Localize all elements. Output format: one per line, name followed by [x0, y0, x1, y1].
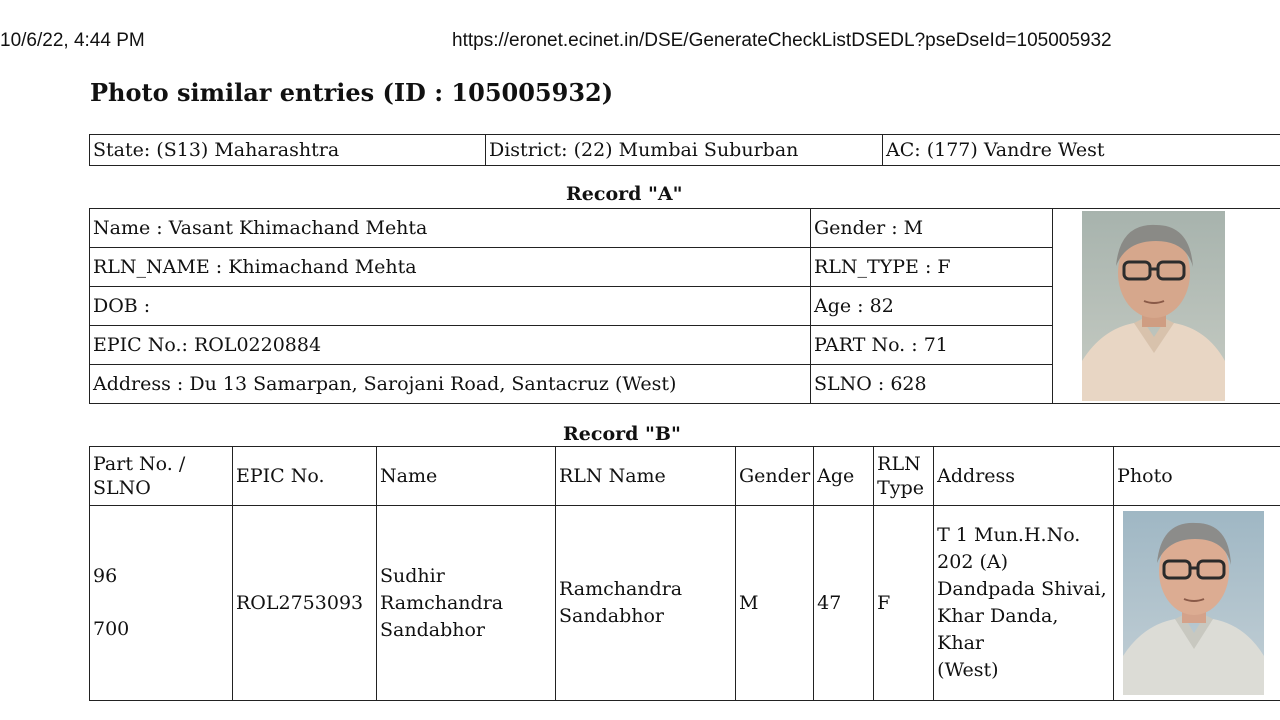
record-a-part-no: PART No. : 71	[811, 326, 1053, 365]
record-b-photo-cell	[1114, 506, 1280, 701]
header-part-slno: Part No. / SLNO	[90, 447, 233, 506]
record-b-rln-name: Ramchandra Sandabhor	[556, 506, 736, 701]
record-a-slno: SLNO : 628	[811, 365, 1053, 404]
record-b-address: T 1 Mun.H.No. 202 (A) Dandpada Shivai, Khar Danda, Khar (West)	[934, 506, 1114, 701]
record-b-photo	[1123, 511, 1264, 695]
table-row	[90, 506, 1280, 701]
record-a-rln-name: RLN_NAME : Khimachand Mehta	[90, 248, 811, 287]
record-a-photo	[1082, 211, 1225, 401]
header-gender: Gender	[736, 447, 814, 506]
header-rln-name: RLN Name	[556, 447, 736, 506]
record-b-slno: 700	[93, 618, 130, 640]
record-a-label: Record "A"	[566, 183, 683, 205]
record-b-rln-type: F	[874, 506, 934, 701]
record-a-epic: EPIC No.: ROL0220884	[90, 326, 811, 365]
page-title: Photo similar entries (ID : 105005932)	[90, 78, 614, 107]
record-b-name: Sudhir Ramchandra Sandabhor	[377, 506, 556, 701]
record-b-label: Record "B"	[563, 423, 681, 445]
record-b-header-row	[90, 447, 1280, 506]
header-name: Name	[377, 447, 556, 506]
ac-cell: AC: (177) Vandre West	[883, 135, 1280, 166]
record-a-age: Age : 82	[811, 287, 1053, 326]
record-a-row-name	[90, 209, 1280, 248]
location-row	[90, 135, 1280, 166]
district-cell: District: (22) Mumbai Suburban	[486, 135, 883, 166]
record-a-address: Address : Du 13 Samarpan, Sarojani Road, Santacruz (West)	[90, 365, 811, 404]
record-a-rln-type: RLN_TYPE : F	[811, 248, 1053, 287]
header-epic: EPIC No.	[233, 447, 377, 506]
header-age: Age	[814, 447, 874, 506]
header-rln-type: RLN Type	[874, 447, 934, 506]
record-a-photo-cell	[1053, 209, 1280, 404]
print-url: https://eronet.ecinet.in/DSE/GenerateCheckListDSEDL?pseDseId=105005932	[452, 30, 1112, 51]
record-b-gender: M	[736, 506, 814, 701]
record-a-name: Name : Vasant Khimachand Mehta	[90, 209, 811, 248]
record-b-table	[89, 446, 1280, 701]
record-a-dob: DOB :	[90, 287, 811, 326]
record-a-table	[89, 208, 1280, 404]
record-b-age: 47	[814, 506, 874, 701]
record-b-part-slno	[90, 506, 233, 701]
state-cell: State: (S13) Maharashtra	[90, 135, 486, 166]
location-table	[89, 134, 1280, 166]
print-datetime: 10/6/22, 4:44 PM	[0, 30, 145, 51]
record-b-epic: ROL2753093	[233, 506, 377, 701]
header-address: Address	[934, 447, 1114, 506]
header-photo: Photo	[1114, 447, 1280, 506]
record-b-part-no: 96	[93, 565, 118, 587]
record-a-gender: Gender : M	[811, 209, 1053, 248]
